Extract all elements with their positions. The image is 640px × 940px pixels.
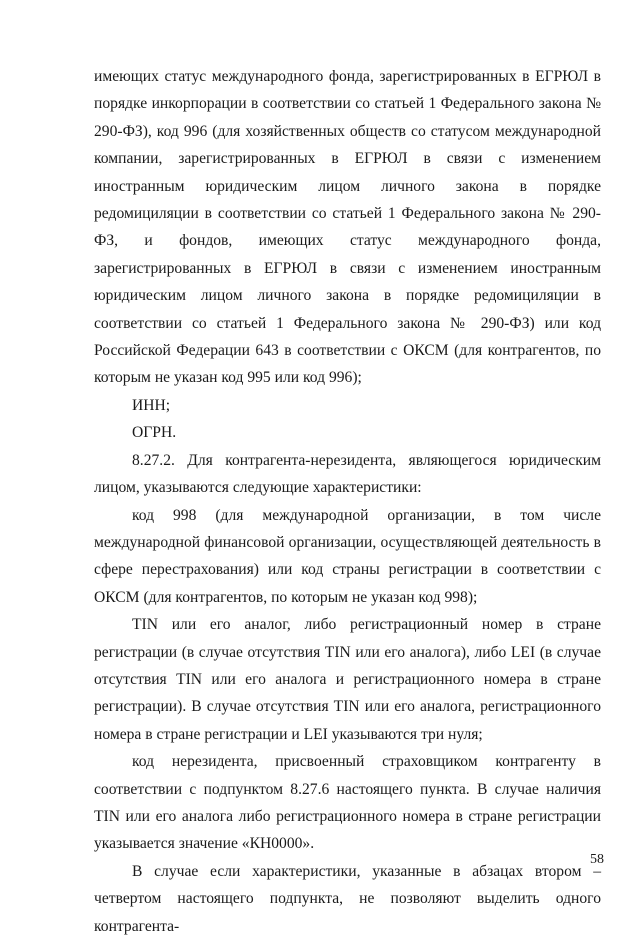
paragraph-ogrn: ОГРН. (132, 424, 177, 442)
paragraph-nonresident-code: код нерезидента, присвоенный страховщиком контрагенту в соответствии с подпунктом 8.27.6 настоящего пункта. В случае наличия TIN или его аналога либо регистрационного номера в стране регистрации указывается значение «КН0000». (94, 753, 601, 853)
page-number: 58 (590, 852, 604, 867)
paragraph-code-998: код 998 (для международной организации, в том числе международной финансовой организации, осуществляющей деятельность в сфере перестрахования) или код страны регистрации в соответствии с ОКСМ (для контрагентов, по которым не указан код 998); (94, 506, 601, 606)
paragraph-inn: ИНН; (132, 396, 171, 414)
paragraph-tin: TIN или его аналог, либо регистрационный номер в стране регистрации (в случае отсутствия TIN или его аналога), либо LEI (в случае отсутствия TIN или его аналога и регистрационного номера в стране регистрации). В случае отсутствия TIN или его аналога, регистрационного номера в стране регистрации и LEI указываются три нуля; (94, 616, 601, 743)
paragraph-characteristics: В случае если характеристики, указанные в абзацах втором – четвертом настоящего подпункта, не позволяют выделить одного контрагента- (94, 862, 601, 935)
document-body (94, 63, 601, 940)
paragraph-continuation: имеющих статус международного фонда, зарегистрированных в ЕГРЮЛ в порядке инкорпорации в соответствии со статьей 1 Федерального закона № 290-ФЗ), код 996 (для хозяйственных обществ со статусом международной компании, зарегистрированных в ЕГРЮЛ в связи с изменением иностранным юридическим лицом личного закона в порядке редомициляции в соответствии со статьей 1 Федерального закона № 290-ФЗ, и фондов, имеющих статус международного фонда, зарегистрированных в ЕГРЮЛ в связи с изменением иностранным юридическим лицом личного закона в порядке редомициляции в соответствии со статьей 1 Федерального закона № 290-ФЗ) или код Российской Федерации 643 в соответствии с ОКСМ (для контрагентов, по которым не указан код 995 или код 996); (94, 68, 601, 387)
paragraph-clause-8-27-2: 8.27.2. Для контрагента-нерезидента, являющегося юридическим лицом, указываются следующие характеристики: (94, 451, 601, 497)
